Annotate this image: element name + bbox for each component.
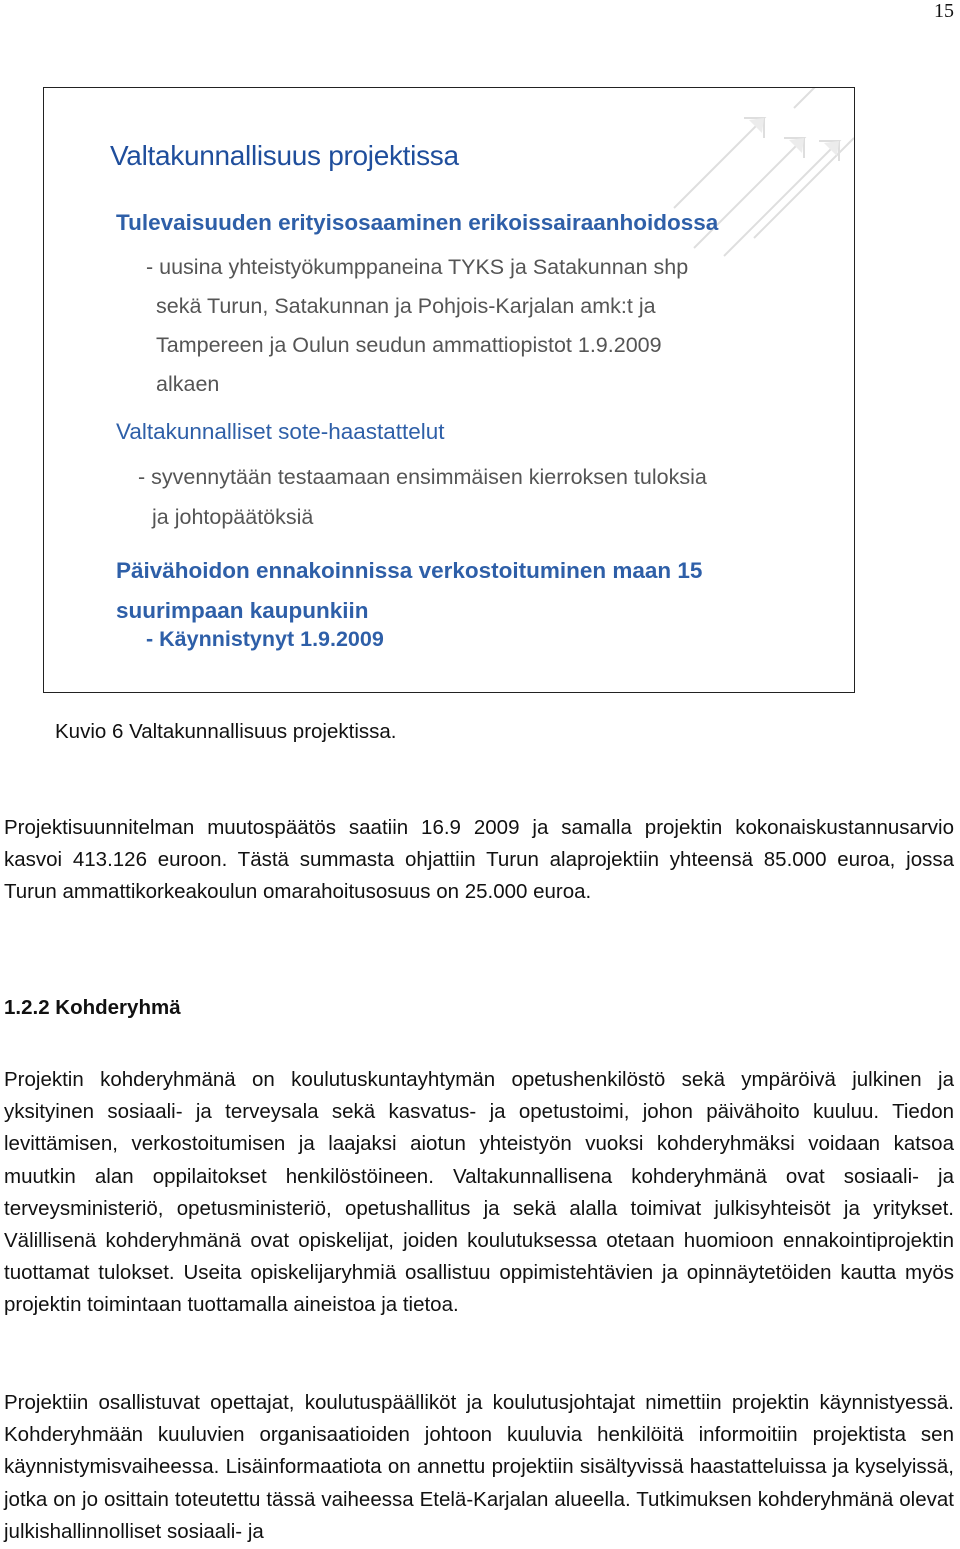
section-heading: 1.2.2 Kohderyhmä bbox=[4, 996, 181, 1019]
bullet-1-line-3: Tampereen ja Oulun seudun ammattiopistot 1.9.2009 bbox=[156, 333, 662, 357]
bullet-3-heading bbox=[116, 551, 702, 631]
bullet-2-details bbox=[138, 457, 707, 537]
slide-title: Valtakunnallisuus projektissa bbox=[110, 140, 459, 171]
bullet-3-detail: - Käynnistynyt 1.9.2009 bbox=[146, 627, 384, 651]
budget-paragraph: Projektisuunnitelman muutospäätös saatiin 16.9 2009 ja samalla projektin kokonaiskustannusarvio kasvoi 413.126 euroon. Tästä summasta ohjattiin Turun alaprojektiin yhteensä 85.000 euroa, jossa Turun ammattikorkeakoulun omarahoitusosuus on 25.000 euroa. bbox=[4, 816, 954, 904]
figure-slide bbox=[43, 87, 855, 693]
page-number: 15 bbox=[934, 0, 954, 22]
bullet-2-line-2: ja johtopäätöksiä bbox=[152, 505, 314, 529]
bullet-1-details bbox=[146, 248, 688, 404]
bullet-3-line-2: suurimpaan kaupunkiin bbox=[116, 598, 369, 623]
target-group-paragraph: Projektin kohderyhmänä on koulutuskuntayhtymän opetushenkilöstö sekä ympäröivä julkinen ja yksityinen sosiaali- ja terveysala sekä kasvatus- ja opetustoimi, johon päivähoito kuuluu. Tiedon levittämisen, verkostoitumisen ja laajaksi aiotun yhteistyön vuoksi kohderyhmäksi voidaan katsoa muutkin alan oppilaitokset henkilöstöineen. Valtakunnallisena kohderyhmänä ovat sosiaali- ja terveysministeriö, opetusministeriö, opetushallitus ja sekä alalla toimivat julkisyhteisöt ja yritykset. Välillisenä kohderyhmänä ovat opiskelijat, joiden koulutuksessa otetaan huomioon ennakointiprojektin tuottamat tulokset. Useita opiskelijaryhmiä osallistuu oppimistehtävien ja opinnäytetöiden kautta myös projektin toimintaan tuottamalla aineistoa ja tietoa. bbox=[4, 1068, 954, 1317]
participants-paragraph: Projektiin osallistuvat opettajat, koulutuspäälliköt ja koulutusjohtajat nimettiin projektin käynnistyessä. Kohderyhmään kuuluvien organisaatioiden johtoon kuuluvia henkilöitä informoitiin projektista sen käynnistymisvaiheessa. Lisäinformaatiota on annettu projektiin sisältyvissä haastatteluissa ja kyselyissä, jotka on jo osittain toteutettu tässä vaiheessa Etelä-Karjalan alueella. Tutkimuksen kohderyhmänä olevat julkishallinnolliset sosiaali- ja bbox=[4, 1391, 954, 1543]
bullet-2-line-1: - syvennytään testaamaan ensimmäisen kierroksen tuloksia bbox=[138, 465, 707, 489]
bullet-1-line-4: alkaen bbox=[156, 372, 220, 396]
bullet-2-heading: Valtakunnalliset sote-haastattelut bbox=[116, 419, 445, 444]
bullet-1-line-1: - uusina yhteistyökumppaneina TYKS ja Satakunnan shp bbox=[146, 255, 689, 279]
bullet-1-line-2: sekä Turun, Satakunnan ja Pohjois-Karjalan amk:t ja bbox=[156, 294, 656, 318]
figure-caption: Kuvio 6 Valtakunnallisuus projektissa. bbox=[55, 720, 397, 743]
bullet-3-line-1: Päivähoidon ennakoinnissa verkostoituminen maan 15 bbox=[116, 558, 703, 583]
bullet-1-heading: Tulevaisuuden erityisosaaminen erikoissairaanhoidossa bbox=[116, 210, 719, 235]
